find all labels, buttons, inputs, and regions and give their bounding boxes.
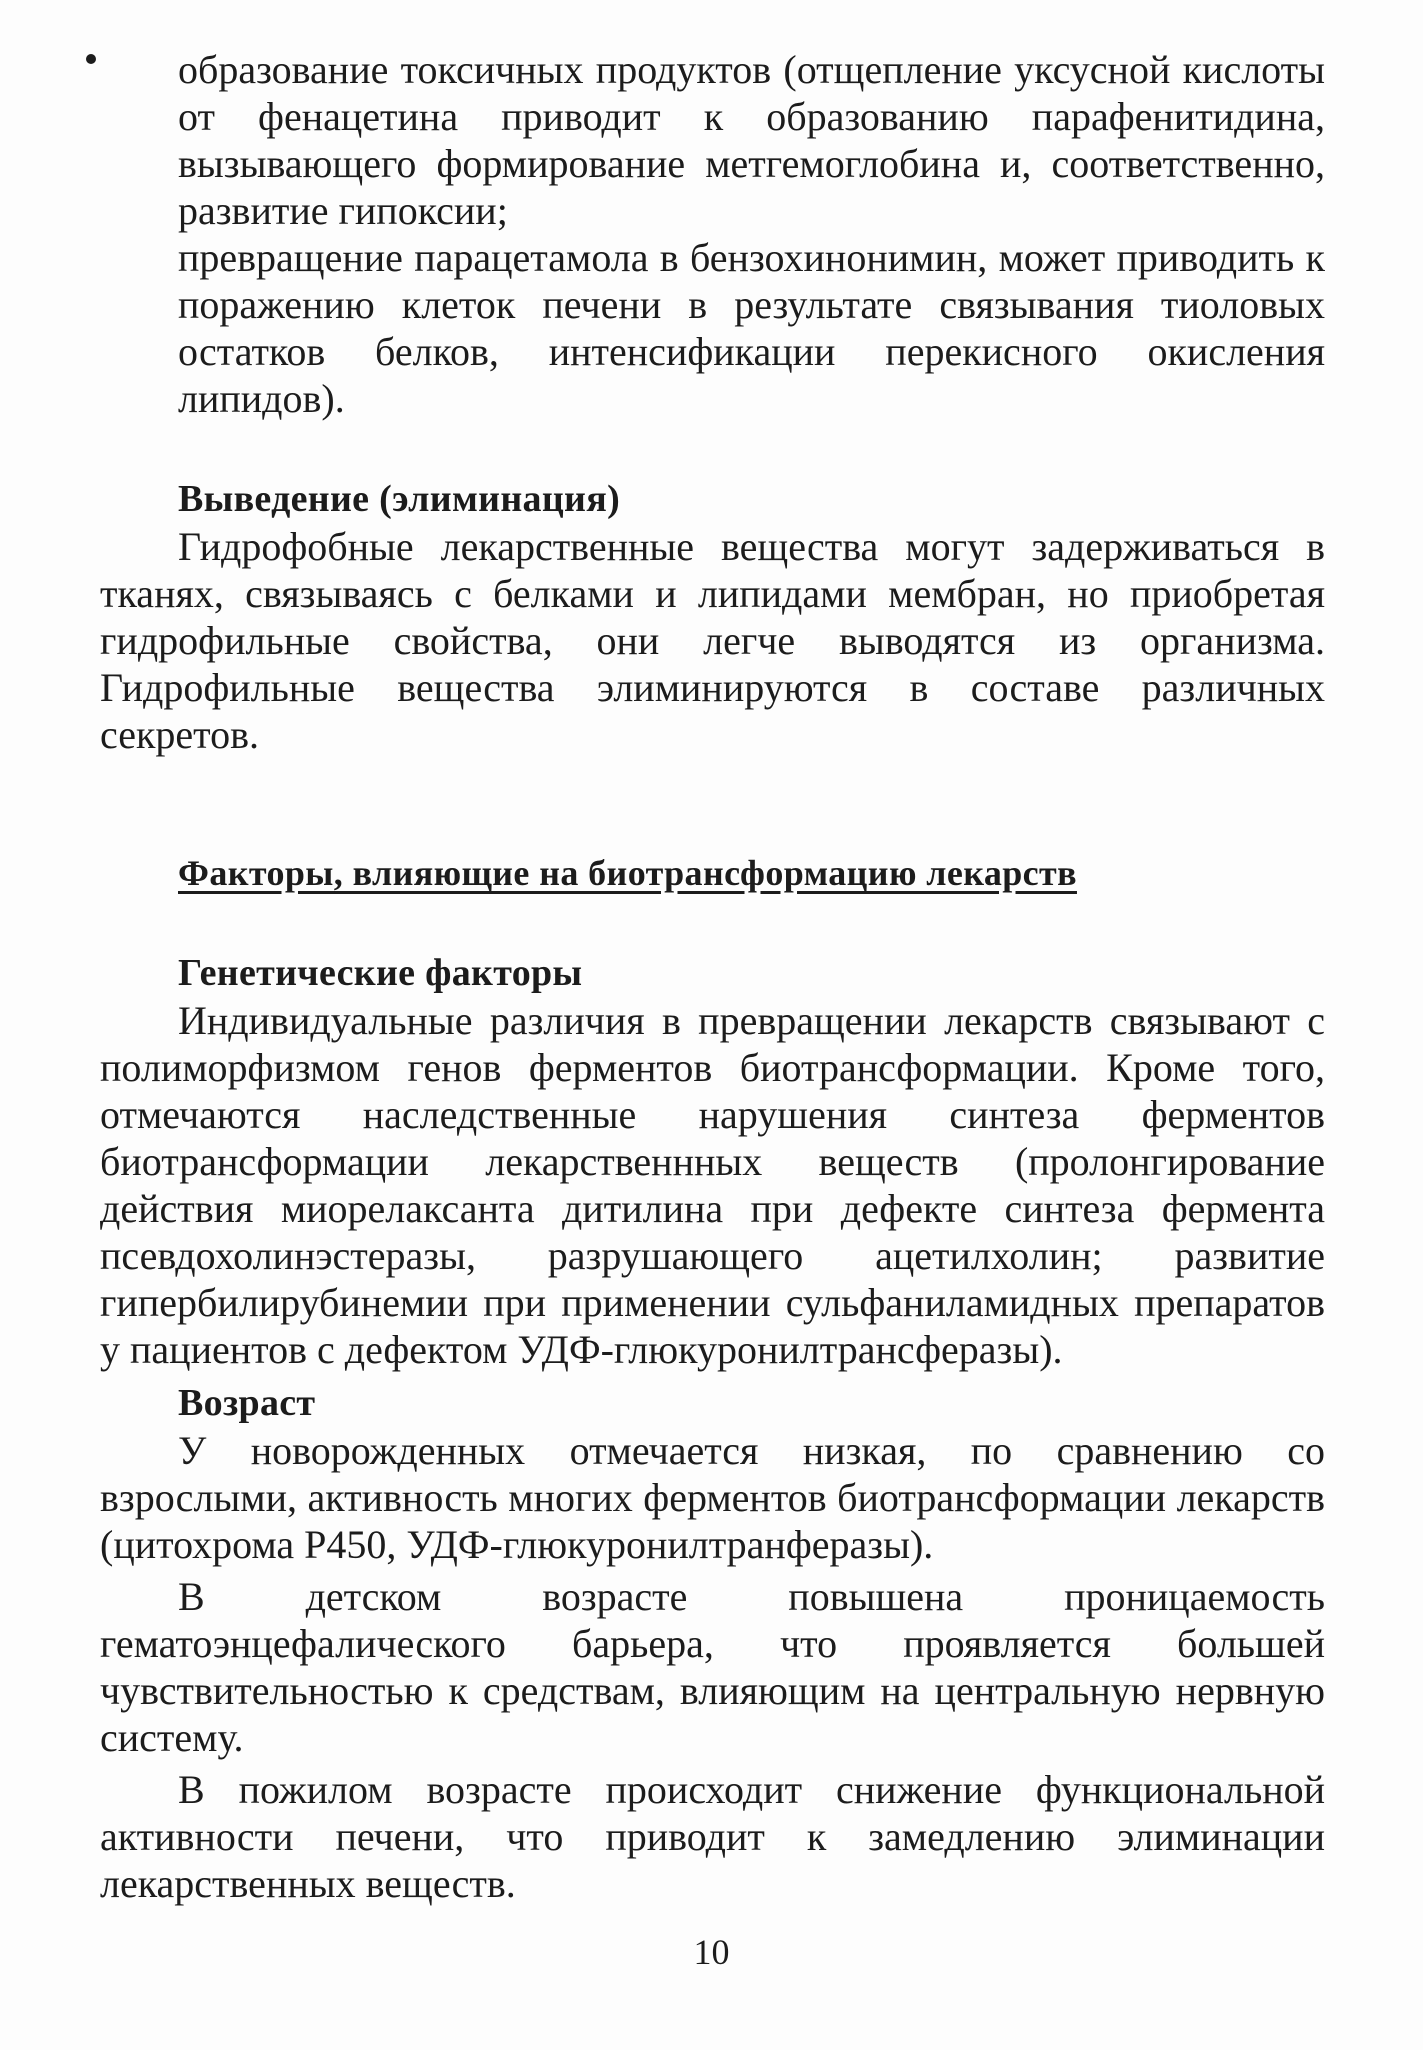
- bullet-list-item: [178, 46, 1325, 422]
- bullet-paragraph-1: образование токсичных продуктов (отщепление уксусной кислоты от фенацетина приводит к образованию парафенитидина, вызывающего формирование метгемоглобина и, соответственно, развитие гипоксии;: [178, 47, 1325, 233]
- elimination-paragraph: Гидрофобные лекарственные вещества могут задерживаться в тканях, связываясь с белками и липидами мембран, но приобретая гидрофильные свойства, они легче выводятся из организма. Гидрофильные вещества элиминируются в составе различных секретов.: [100, 524, 1325, 757]
- age-paragraph-3: В пожилом возрасте происходит снижение функциональной активности печени, что приводит к замедлению элиминации лекарственных веществ.: [100, 1767, 1325, 1906]
- age-section: [100, 1427, 1325, 1907]
- genetic-section: [100, 997, 1325, 1373]
- section-title: Факторы, влияющие на биотрансформацию лекарств: [178, 853, 1077, 893]
- bullet-paragraph-2: превращение парацетамола в бензохинонимин, может приводить к поражению клеток печени в результате связывания тиоловых остатков белков, интенсификации перекисного окисления липидов).: [178, 235, 1325, 421]
- page-number: 10: [693, 1932, 730, 1972]
- age-heading: Возраст: [178, 1382, 316, 1424]
- genetic-heading: Генетические факторы: [178, 952, 583, 994]
- age-paragraph-2: В детском возрасте повышена проницаемость гематоэнцефалического барьера, что проявляется большей чувствительностью к средствам, влияющим на центральную нервную систему.: [100, 1574, 1325, 1760]
- bullet-dot-icon: [86, 54, 96, 64]
- elimination-heading: Выведение (элиминация): [178, 478, 621, 520]
- age-paragraph-1: У новорожденных отмечается низкая, по сравнению со взрослыми, активность многих ферментов биотрансформации лекарств (цитохрома Р450, УДФ-глюкуронилтранферазы).: [100, 1428, 1325, 1567]
- elimination-section: [100, 523, 1325, 758]
- genetic-paragraph: Индивидуальные различия в превращении лекарств связывают с полиморфизмом генов ферментов биотрансформации. Кроме того, отмечаются наследственные нарушения синтеза ферментов биотрансформации лекарственнных веществ (пролонгирование действия миорелаксанта дитилина при дефекте синтеза фермента псевдохолинэстеразы, разрушающего ацетилхолин; развитие гипербилирубинемии при применении сульфаниламидных препаратов у пациентов с дефектом УДФ-глюкуронилтрансферазы).: [100, 998, 1325, 1372]
